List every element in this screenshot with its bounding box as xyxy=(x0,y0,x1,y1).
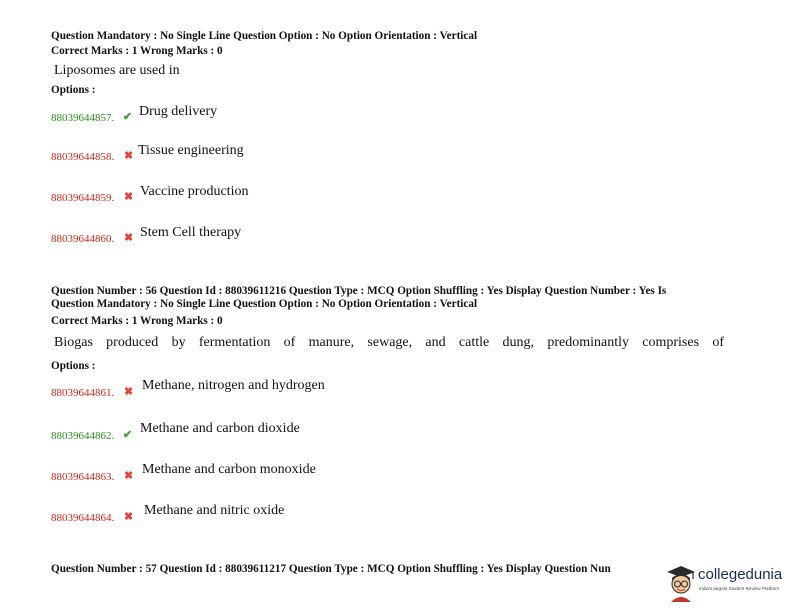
cross-icon: ✖ xyxy=(124,232,134,244)
q55-question-text: Liposomes are used in xyxy=(54,63,180,78)
collegedunia-logo xyxy=(665,562,787,602)
option-text: Stem Cell therapy xyxy=(140,225,242,240)
check-icon: ✔ xyxy=(123,429,133,441)
option-id: 88039644859. xyxy=(51,192,115,204)
cross-icon: ✖ xyxy=(124,191,134,203)
option-id: 88039644858. xyxy=(51,151,115,163)
option-text: Methane and nitric oxide xyxy=(144,503,285,518)
option-text: Tissue engineering xyxy=(138,143,244,158)
cross-icon: ✖ xyxy=(124,511,134,523)
option-id: 88039644862. xyxy=(51,430,115,442)
option-id: 88039644861. xyxy=(51,387,115,399)
q56-meta-line-2: Question Mandatory : No Single Line Question Option : No Option Orientation : Vertical xyxy=(51,298,478,310)
option-id: 88039644864. xyxy=(51,512,115,524)
cross-icon: ✖ xyxy=(124,150,134,162)
q56-meta-line-1: Question Number : 56 Question Id : 88039611216 Question Type : MCQ Option Shuffling : Yes Display Question Number : Yes Is xyxy=(51,285,667,297)
cross-icon: ✖ xyxy=(124,386,134,398)
option-id: 88039644863. xyxy=(51,471,115,483)
option-text: Vaccine production xyxy=(140,184,249,199)
check-icon: ✔ xyxy=(123,111,133,123)
q55-marks: Correct Marks : 1 Wrong Marks : 0 xyxy=(51,45,223,57)
option-text: Methane and carbon monoxide xyxy=(142,462,316,477)
q57-meta-line: Question Number : 57 Question Id : 88039611217 Question Type : MCQ Option Shuffling : Yes Display Question Nun xyxy=(51,563,611,575)
q56-marks: Correct Marks : 1 Wrong Marks : 0 xyxy=(51,315,223,327)
q56-question-text: Biogas produced by fermentation of manure, sewage, and cattle dung, predominantly comprises of xyxy=(54,335,724,350)
option-id: 88039644857. xyxy=(51,112,115,124)
logo-tagline: India's largest Student Review Platform xyxy=(699,586,780,591)
option-text: Methane, nitrogen and hydrogen xyxy=(142,378,325,393)
q55-meta-line: Question Mandatory : No Single Line Question Option : No Option Orientation : Vertical xyxy=(51,30,478,42)
option-id: 88039644860. xyxy=(51,233,115,245)
cross-icon: ✖ xyxy=(124,470,134,482)
logo-name: collegedunia xyxy=(698,566,783,583)
option-text: Drug delivery xyxy=(139,104,218,119)
mascot-icon xyxy=(665,562,697,602)
q56-options-label: Options : xyxy=(51,360,96,372)
q55-options-label: Options : xyxy=(51,84,96,96)
option-text: Methane and carbon dioxide xyxy=(140,421,300,436)
